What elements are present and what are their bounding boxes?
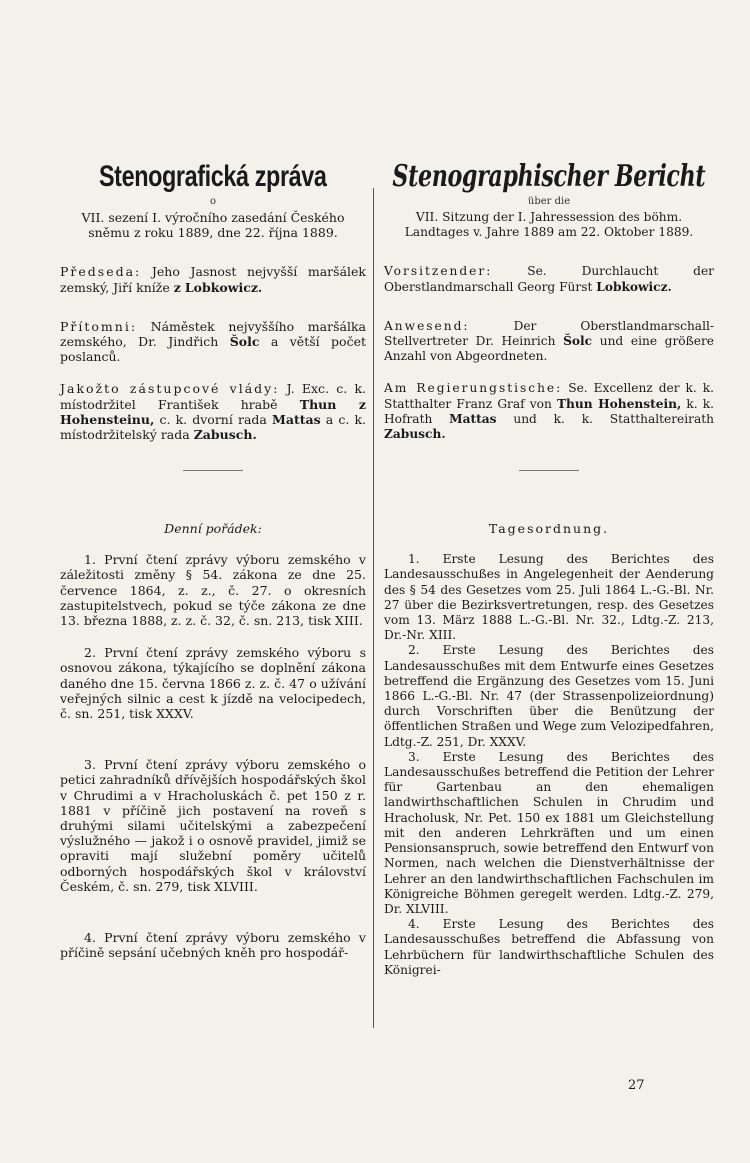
czech-govt-text-3: a c. k. místodržitelský rada [60,411,367,443]
german-present [384,319,714,365]
german-subtitle-small: über die [527,196,571,207]
german-govt-text-2: k. k. Hofrath [384,396,714,426]
czech-govt-name-3: Zabusch. [193,427,257,443]
czech-subtitle-small: o [209,196,217,207]
czech-govt-name-1: Thun z Hohensteinu, [60,396,366,427]
german-agenda-item-4: 4. Erste Lesung des Berichtes des Landesausschußes betreffend die Abfassung von Lehrbüchern für landwirthschaftliche Schulen des Königrei- [384,917,714,977]
german-column [384,160,714,978]
czech-agenda-item-1: 1. První čtení zprávy výboru zemského v záležitosti změny § 54. zákona ze dne 25. července 1864, z. z., č. 27. o okresních zastupitelstvech, pokud se týče zákona ze dne 13. března 1888, z. z. č. 32, č. sn. 213, tisk XIII. [60,552,366,629]
german-presiding-label: Vorsitzender: [384,264,493,279]
czech-present-text-1: Náměstek nejvyššího maršálka zemského, Dr. Jindřich [60,318,366,350]
czech-short-rule [183,470,243,471]
german-presiding-name: Lobkowicz. [596,279,672,294]
czech-presiding-name: Lobkowicz. [184,279,263,295]
czech-session-line: VII. sezení I. výročního zasedání Českého sněmu z roku 1889, dne 22. října 1889. [81,210,345,241]
czech-govt-label: Jakožto zástupcové vlády: [60,381,280,397]
german-agenda-item-1: 1. Erste Lesung des Berichtes des Landesausschußes in Angelegenheit der Aenderung des § 54 des Gesetzes vom 25. Juli 1864 L.-G.-Bl. Nr. 27 über die Bezirksvertretungen, resp. des Gesetzes vom 13. März 1888 L.-G.-Bl. Nr. 32., Ldtg.-Z. 213, Dr.-Nr. XIII. [384,552,714,643]
czech-presiding-z: z [173,279,181,295]
german-govt-name-2: Mattas [449,411,497,426]
german-present-label: Anwesend: [384,318,470,333]
german-govt-label: Am Regierungstische: [384,381,563,396]
german-present-text-1: Der Oberstlandmarschall-Stellvertreter Dr. Heinrich [384,318,714,349]
czech-agenda-item-2: 2. První čtení zprávy zemského výboru s osnovou zákona, týkajícího se doplnění zákona daného dne 15. června 1866 z. z. č. 47 o užívání veřejných silnic a cest k jízdě na velocipedech, č. sn. 251, tisk XXXV. [60,645,366,722]
page-number: 27 [628,1078,645,1093]
czech-agenda-item-4: 4. První čtení zprávy výboru zemského v příčině sepsání učebných kněh pro hospodář- [60,930,366,961]
czech-present-name: Šolc [229,334,260,350]
czech-presiding-label: Předseda: [60,264,142,280]
czech-presiding-text: Jeho Jasnost nejvyšší maršálek zemský, Jiří kníže [60,264,366,295]
german-session-line: VII. Sitzung der I. Jahressession des böhm. Landtages v. Jahre 1889 am 22. Oktober 1889. [404,210,694,240]
czech-presiding [60,264,366,294]
german-govt-name-3: Zabusch. [384,427,446,442]
german-agenda-item-2: 2. Erste Lesung des Berichtes des Landesausschußes mit dem Entwurfe eines Gesetzes betreffend die Ergänzung des Gesetzes vom 15. Juni 1866 L.-G.-Bl. Nr. 47 (der Strassenpolizeiordnung) durch Vorschriften über die Benützung der öffentlichen Straßen und Wege zum Velozipedfahren, Ldtg.-Z. 251, Dr. XXXV. [384,643,714,749]
german-government [384,381,714,442]
german-agenda-heading: Tagesordnung. [488,521,610,537]
czech-agenda-heading: Denní pořádek: [164,521,262,537]
german-govt-text-3: und k. k. Statthaltereirath [513,411,715,426]
czech-present-label: Přítomni: [60,318,138,334]
german-govt-text-1: Se. Excellenz der k. k. Statthalter Franz Graf von [384,381,714,411]
czech-agenda-item-3: 3. První čtení zprávy výboru zemského o petici zahradníků dřívějších hospodářských škol v Chrudimi a v Hracholuskách č. pet 150 z r. 1881 v příčině jich postavení na roveň s druhými silami učitelskými a zabezpečení výslužného — jakož i o osnově pravidel, jimiž se opraviti mají služební poměry učitelů odborných hospodářských škol v království Českém, č. sn. 279, tisk XLVIII. [60,757,366,894]
czech-government [60,381,366,442]
czech-govt-name-2: Mattas [272,411,321,427]
czech-title: Stenografická zpráva [98,160,327,193]
german-presiding [384,264,714,294]
czech-present-text-2: a větší počet poslanců. [60,334,366,365]
german-title: Stenographischer Bericht [392,159,706,194]
german-present-text-2: und eine größere Anzahl von Abgeordneten. [384,334,715,364]
german-presiding-text: Se. Durchlaucht der Oberstlandmarschall Georg Fürst [384,264,715,294]
german-govt-name-1: Thun Hohenstein, [556,396,682,411]
czech-column [60,160,366,961]
czech-govt-text-2: c. k. dvorní rada [159,411,267,427]
column-divider [373,188,374,1028]
czech-present [60,319,366,365]
german-present-name: Šolc [563,334,593,349]
german-short-rule [519,470,579,471]
czech-govt-text-1: J. Exc. c. k. místodržitel František hrabě [60,381,366,412]
german-agenda-item-3: 3. Erste Lesung des Berichtes des Landesausschußes betreffend die Petition der Lehrer für Gartenbau an den ehemaligen landwirthschaftlichen Schulen in Chrudim und Hracholusk, Nr. Pet. 150 ex 1881 um Gleichstellung mit den anderen Lehrkräften und um einen Pensionsanspruch, sowie betreffend den Entwurf von Normen, nach welchen die Dienstverhältnisse der Lehrer an den landwirthschaftlichen Fachschulen im Königreiche Böhmen geregelt werden. Ldtg.-Z. 279, Dr. XLVIII. [384,749,714,916]
